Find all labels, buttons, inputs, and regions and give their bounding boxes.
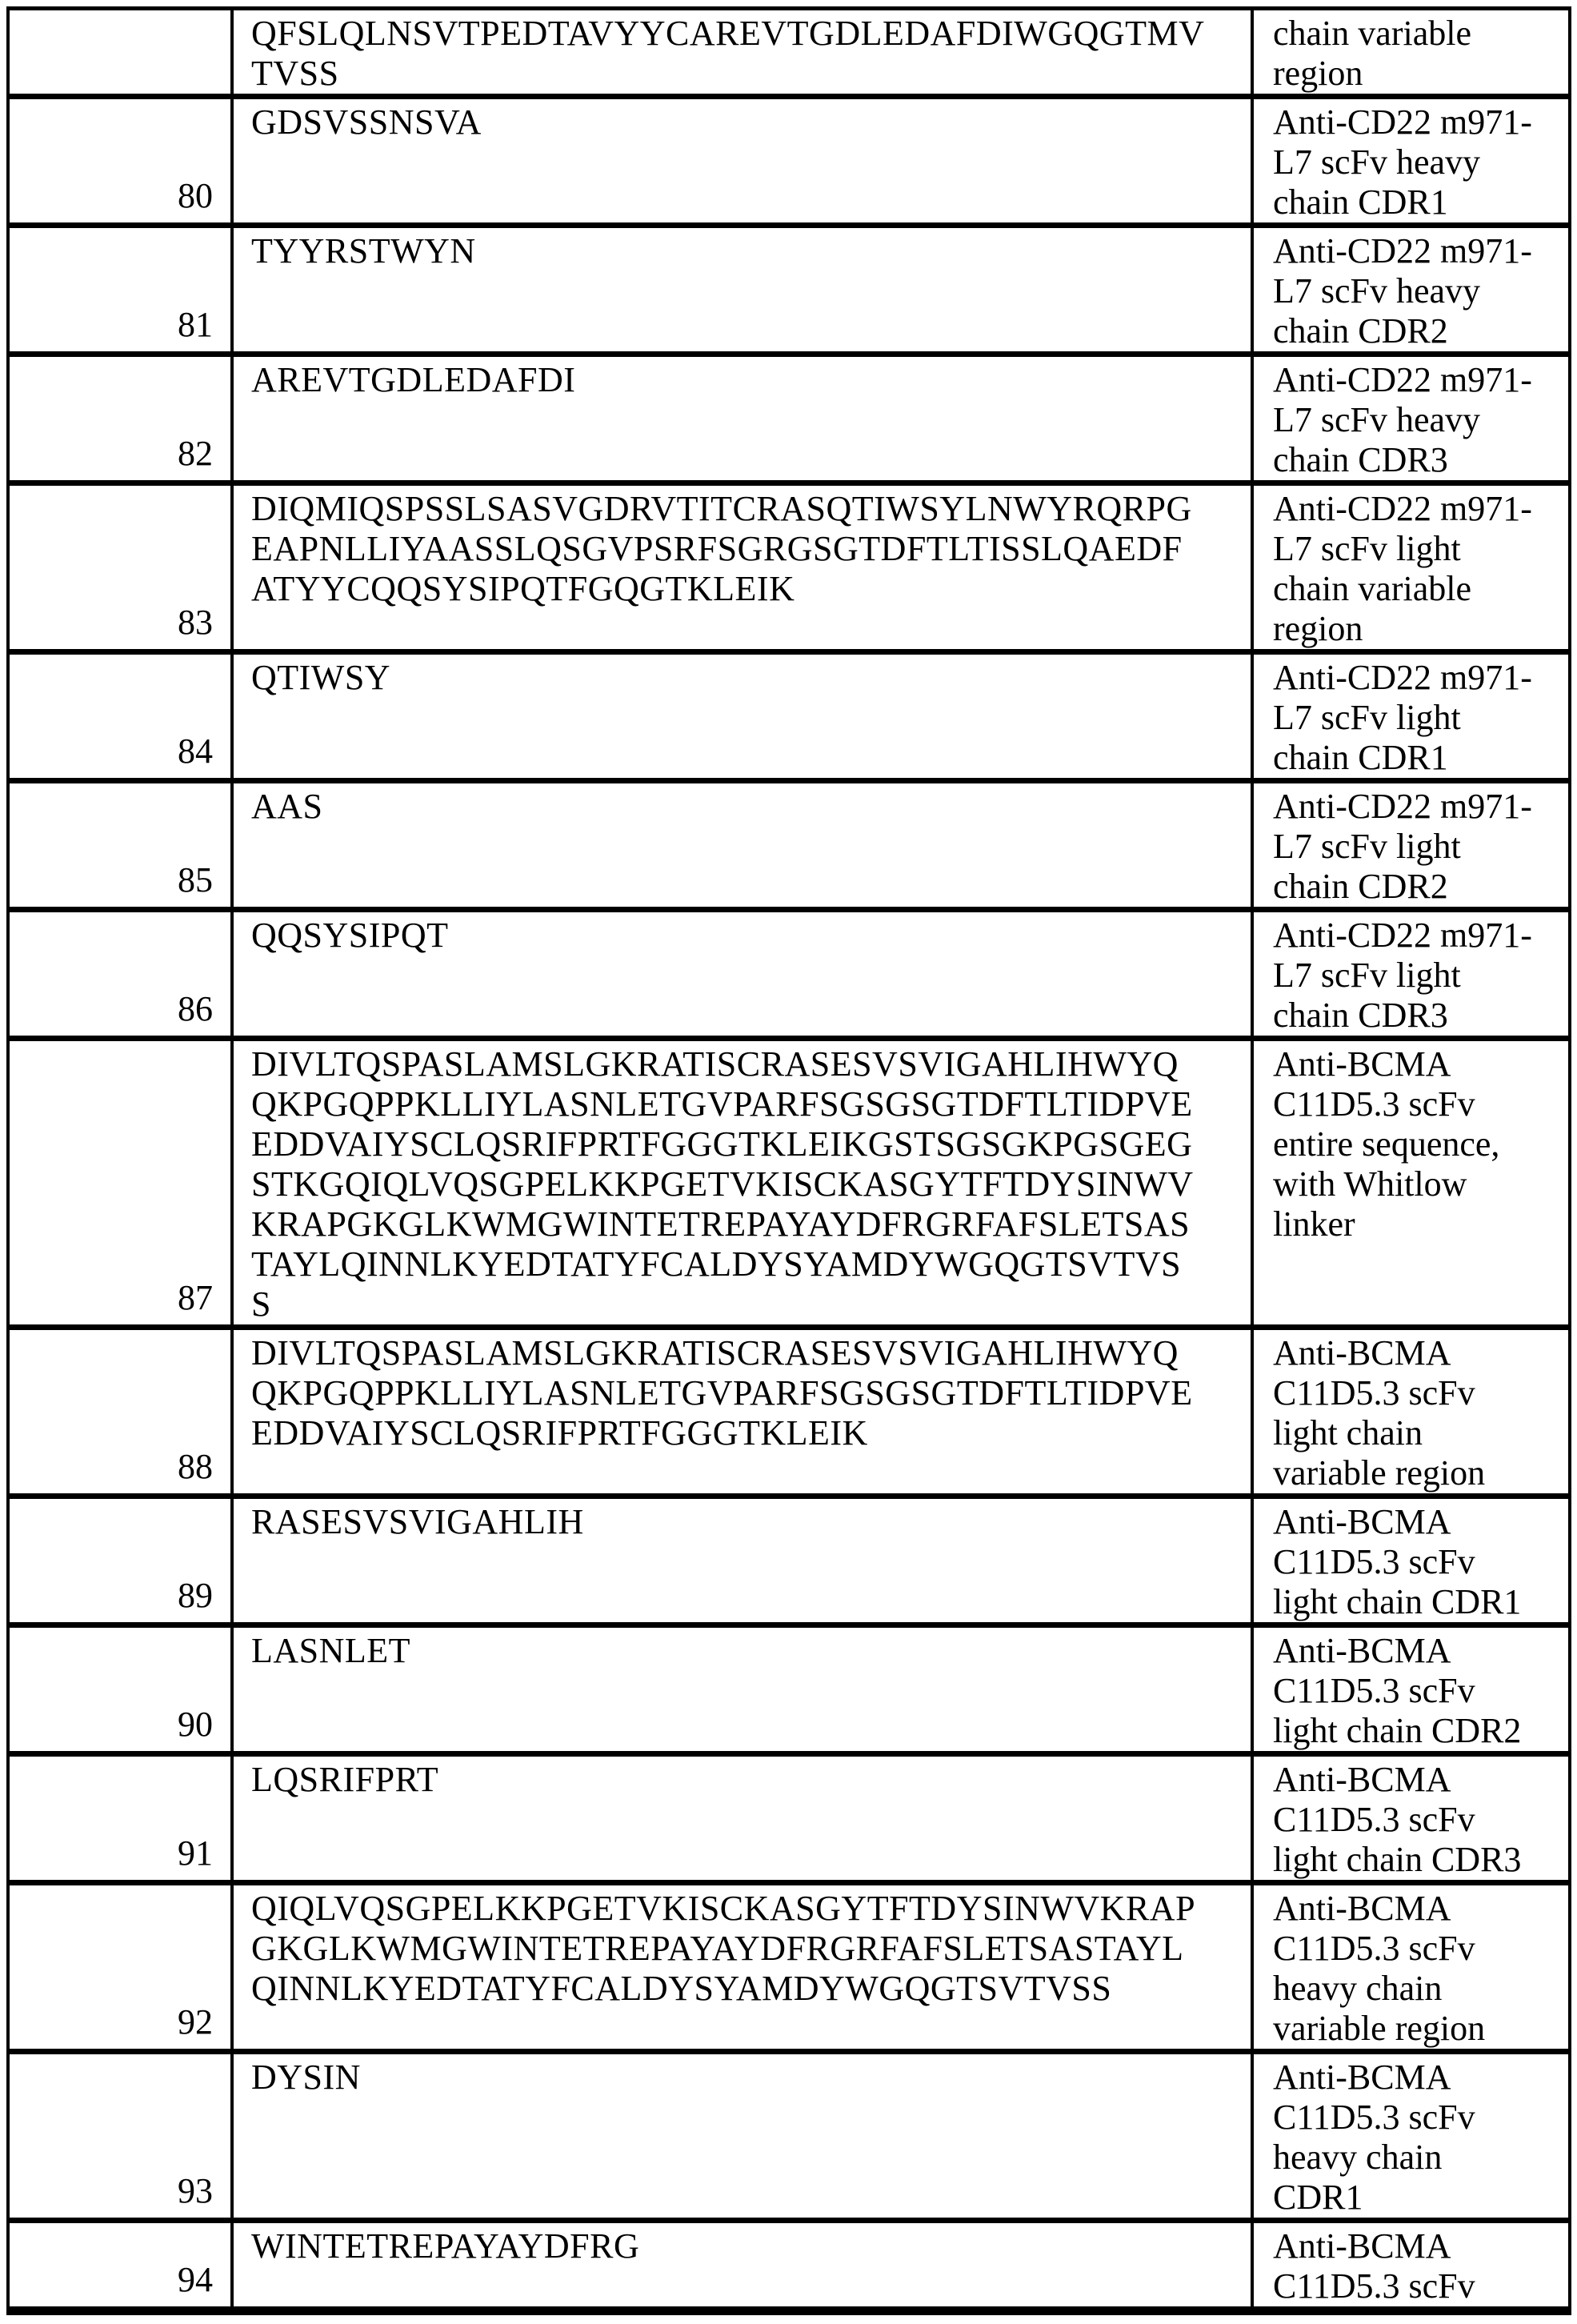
- seq-id-cell: 86: [10, 912, 234, 1036]
- table-row: [10, 783, 1568, 912]
- seq-id-cell: 91: [10, 1757, 234, 1880]
- sequence-cell: RASESVSVIGAHLIH: [234, 1499, 1254, 1622]
- sequence-cell: TYYRSTWYN: [234, 228, 1254, 351]
- table-row: [10, 357, 1568, 486]
- table-row: [10, 2223, 1568, 2306]
- table-row: [10, 1499, 1568, 1628]
- description-cell: Anti-BCMA C11D5.3 scFv heavy chain variable region: [1273, 1889, 1486, 2048]
- sequence-cell: QTIWSY: [234, 655, 1254, 778]
- description-cell: Anti-CD22 m971- L7 scFv light chain CDR1: [1273, 658, 1532, 777]
- sequence-cell: DYSIN: [234, 2054, 1254, 2218]
- sequence-cell: AREVTGDLEDAFDI: [234, 357, 1254, 480]
- description-cell: Anti-BCMA C11D5.3 scFv light chain variable region: [1273, 1333, 1486, 1493]
- table-row: [10, 1757, 1568, 1885]
- description-cell: Anti-BCMA C11D5.3 scFv light chain CDR3: [1273, 1760, 1522, 1879]
- sequence-cell: QQSYSIPQT: [234, 912, 1254, 1036]
- sequence-listing-table: [6, 6, 1571, 2315]
- sequence-cell: AAS: [234, 783, 1254, 907]
- description-cell: Anti-CD22 m971- L7 scFv light chain CDR3: [1273, 916, 1532, 1035]
- description-cell: Anti-CD22 m971- L7 scFv light chain variable region: [1273, 489, 1532, 648]
- sequence-cell: GDSVSSNSVA: [234, 99, 1254, 222]
- sequence-cell: QIQLVQSGPELKKPGETVKISCKASGYTFTDYSINWVKRAP GKGLKWMGWINTETREPAYAYDFRGRFAFSLETSASTAYL QINNLKYEDTATYFCALDYSYAMDYWGQGTSVTVSS: [234, 1885, 1254, 2049]
- description-cell: Anti-BCMA C11D5.3 scFv entire sequence, with Whitlow linker: [1273, 1044, 1500, 1244]
- table-row: [10, 486, 1568, 655]
- description-cell: Anti-BCMA C11D5.3 scFv light chain CDR1: [1273, 1502, 1522, 1621]
- sequence-cell: DIVLTQSPASLAMSLGKRATISCRASESVSVIGAHLIHWYQ QKPGQPPKLLIYLASNLETGVPARFSGSGSGTDFTLTIDPVE EDDVAIYSCLQSRIFPRTFGGGTKLEIK: [234, 1330, 1254, 1493]
- seq-id-cell: 83: [10, 486, 234, 649]
- description-cell: Anti-CD22 m971- L7 scFv heavy chain CDR3: [1273, 360, 1532, 479]
- sequence-cell: LASNLET: [234, 1628, 1254, 1751]
- seq-id-cell: 87: [10, 1041, 234, 1324]
- table-row: [10, 2054, 1568, 2223]
- description-cell: Anti-BCMA C11D5.3 scFv heavy chain CDR1: [1273, 2058, 1475, 2217]
- sequence-cell: DIVLTQSPASLAMSLGKRATISCRASESVSVIGAHLIHWYQ QKPGQPPKLLIYLASNLETGVPARFSGSGSGTDFTLTIDPVE EDDVAIYSCLQSRIFPRTFGGGTKLEIKGSTSGSGKPGSGEG STKGQIQLVQSGPELKKPGETVKISCKASGYTFTDYSINWV KRAPGKGLKWMGWINTETREPAYAYDFRGRFAFSLETSAS TAYLQINNLKYEDTATYFCALDYSYAMDYWGQGTSVTVS S: [234, 1041, 1254, 1324]
- table-row: [10, 10, 1568, 99]
- table-row: [10, 655, 1568, 783]
- sequence-cell: QFSLQLNSVTPEDTAVYYCAREVTGDLEDAFDIWGQGTMV TVSS: [234, 10, 1254, 94]
- seq-id-cell: 84: [10, 655, 234, 778]
- description-cell: chain variable region: [1273, 14, 1471, 93]
- description-cell: Anti-BCMA C11D5.3 scFv: [1273, 2226, 1475, 2306]
- description-cell: Anti-CD22 m971- L7 scFv heavy chain CDR2: [1273, 231, 1532, 351]
- table-row: [10, 1330, 1568, 1499]
- sequence-cell: WINTETREPAYAYDFRG: [234, 2223, 1254, 2306]
- seq-id-cell: 89: [10, 1499, 234, 1622]
- seq-id-cell: 81: [10, 228, 234, 351]
- seq-id-cell: 94: [10, 2223, 234, 2306]
- seq-id-cell: 80: [10, 99, 234, 222]
- description-cell: Anti-CD22 m971- L7 scFv light chain CDR2: [1273, 787, 1532, 906]
- table-row: [10, 1628, 1568, 1757]
- seq-id-cell: 90: [10, 1628, 234, 1751]
- seq-id-cell: 88: [10, 1330, 234, 1493]
- table-row: [10, 1041, 1568, 1330]
- seq-id-cell: 92: [10, 1885, 234, 2049]
- sequence-cell: LQSRIFPRT: [234, 1757, 1254, 1880]
- description-cell: Anti-BCMA C11D5.3 scFv light chain CDR2: [1273, 1631, 1522, 1750]
- description-cell: Anti-CD22 m971- L7 scFv heavy chain CDR1: [1273, 102, 1532, 222]
- table-row: [10, 912, 1568, 1041]
- table-row: [10, 1885, 1568, 2054]
- table-row: [10, 228, 1568, 357]
- table-row: [10, 99, 1568, 228]
- seq-id-cell: 82: [10, 357, 234, 480]
- seq-id-cell: [10, 10, 234, 94]
- sequence-cell: DIQMIQSPSSLSASVGDRVTITCRASQTIWSYLNWYRQRPG EAPNLLIYAASSLQSGVPSRFSGRGSGTDFTLTISSLQAEDF ATYYCQQSYSIPQTFGQGTKLEIK: [234, 486, 1254, 649]
- seq-id-cell: 93: [10, 2054, 234, 2218]
- seq-id-cell: 85: [10, 783, 234, 907]
